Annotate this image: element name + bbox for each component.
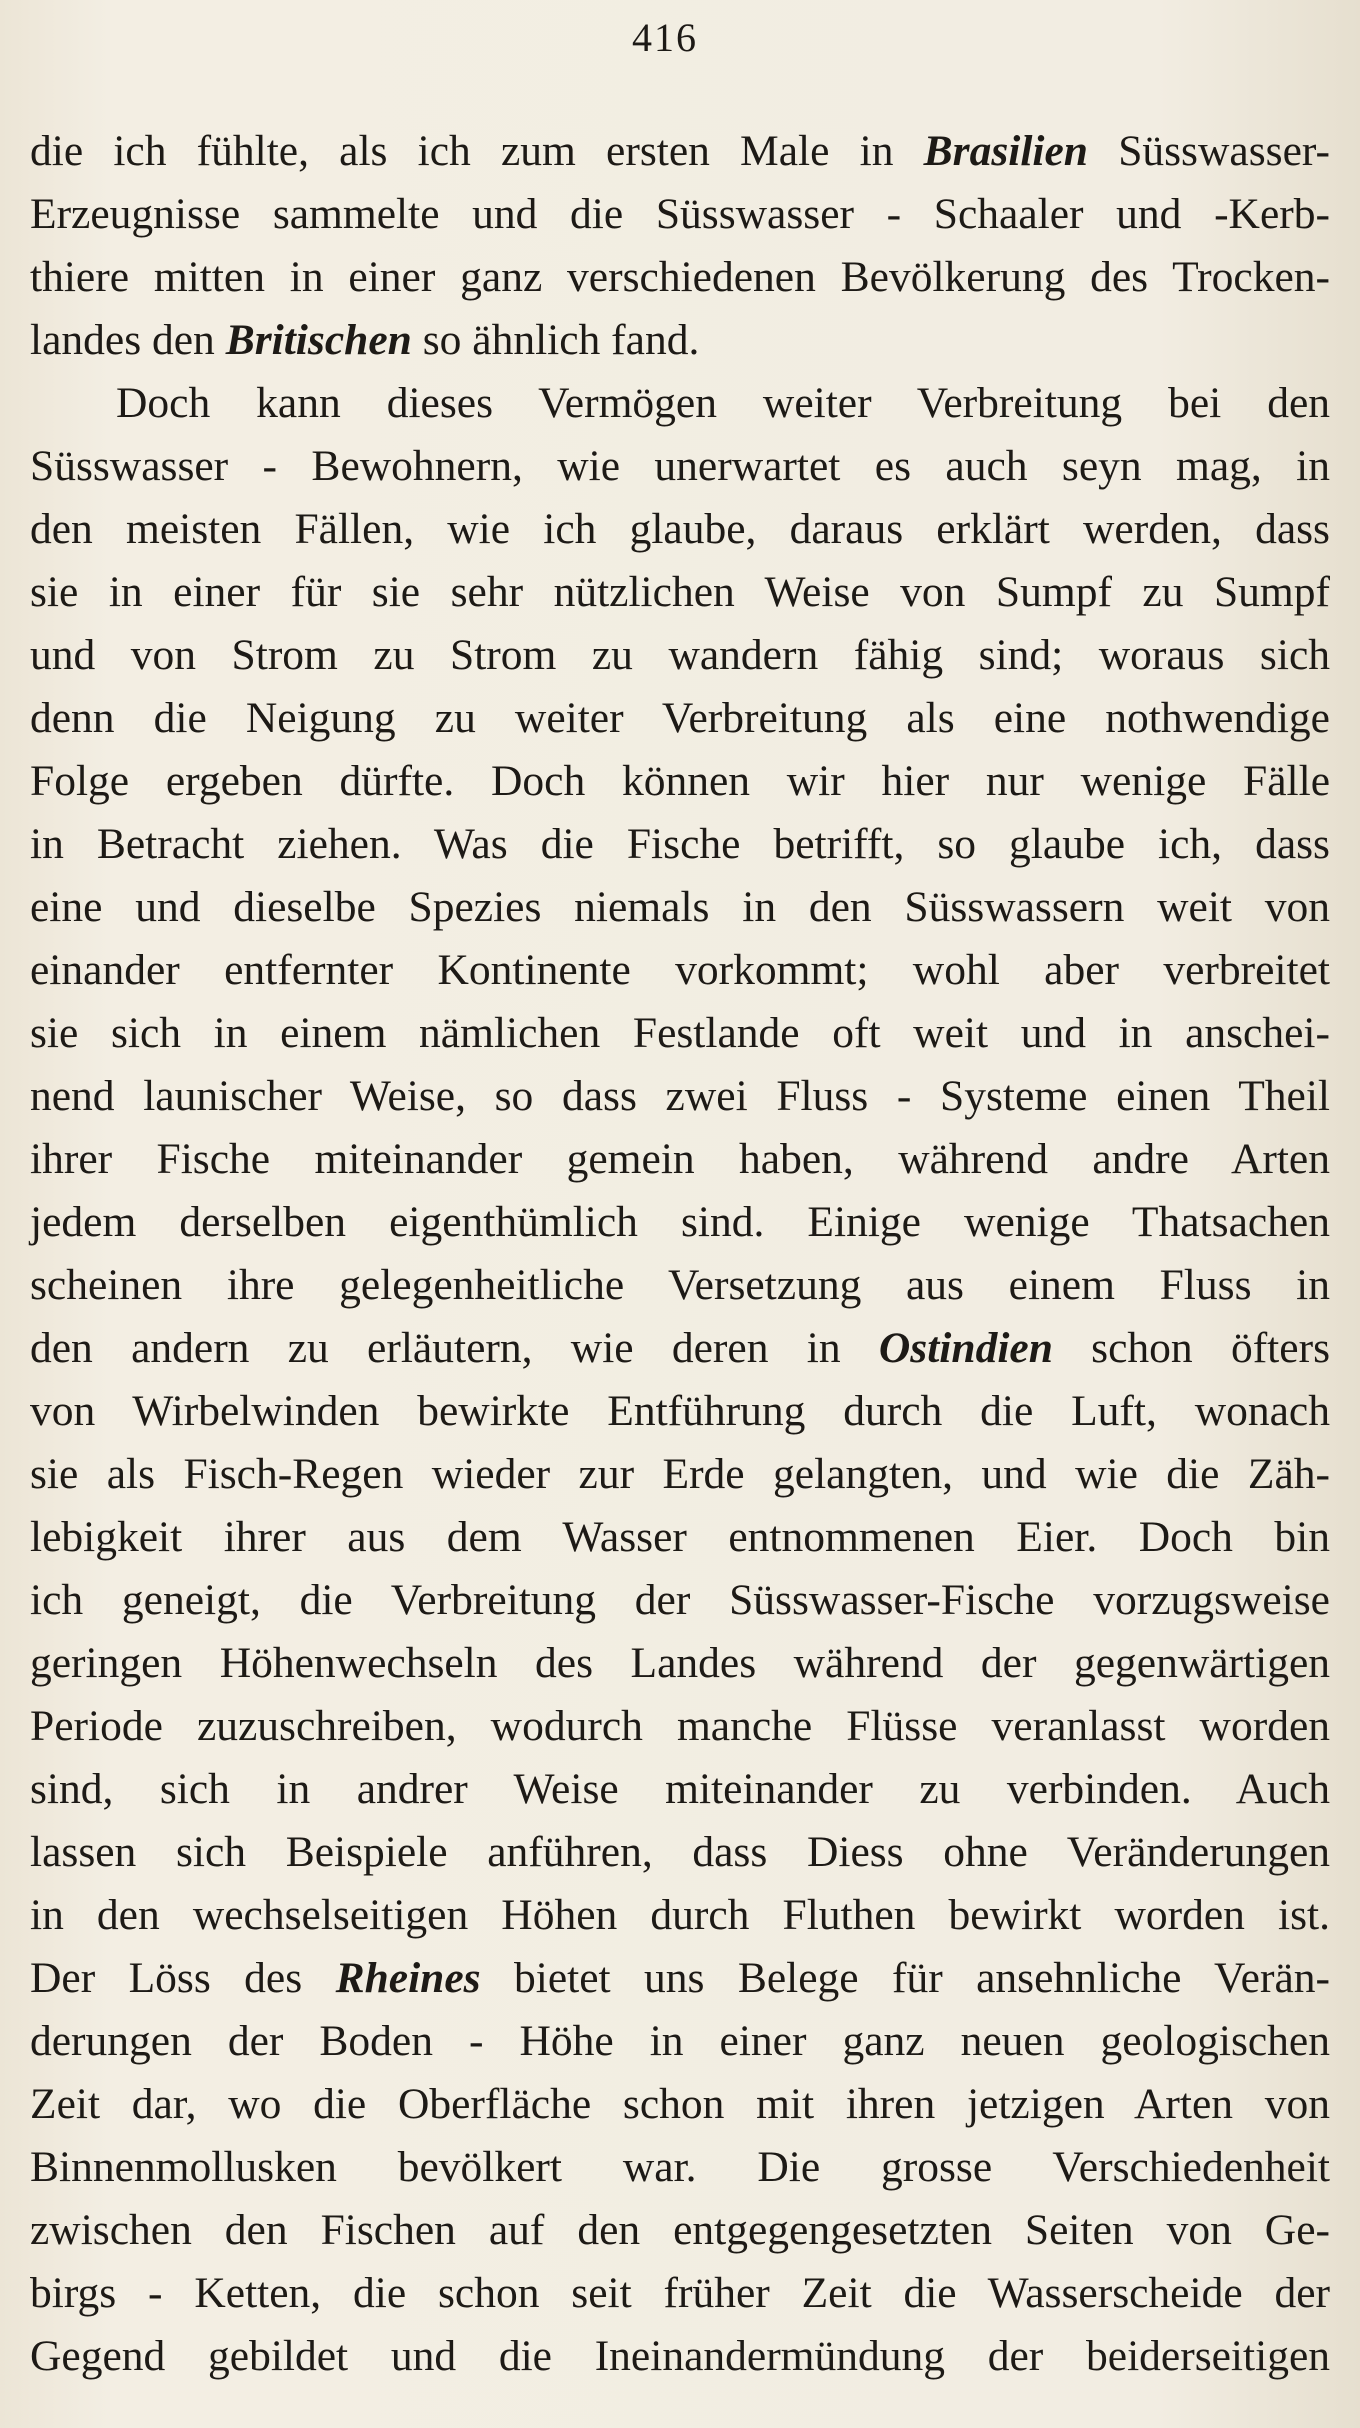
- italic-term: Ostindien: [878, 1324, 1053, 1372]
- text-segment: Gegend gebildet und die Ineinandermündung der beiderseitigen: [30, 2332, 1330, 2380]
- text-line: [30, 939, 1330, 1002]
- text-line: [30, 1506, 1330, 1569]
- text-line: [30, 435, 1330, 498]
- text-line: [30, 2073, 1330, 2136]
- text-line: [30, 1002, 1330, 1065]
- text-segment: scheinen ihre gelegenheitliche Versetzung aus einem Fluss in: [30, 1261, 1330, 1309]
- text-line: [30, 183, 1330, 246]
- text-segment: sie sich in einem nämlichen Festlande oft weit und in anschei-: [30, 1009, 1330, 1057]
- text-line: [30, 1695, 1330, 1758]
- text-line: [30, 1821, 1330, 1884]
- text-segment: den andern zu erläutern, wie deren in: [30, 1324, 879, 1372]
- text-segment: Periode zuzuschreiben, wodurch manche Flüsse veranlasst worden: [30, 1702, 1330, 1750]
- text-segment: nend launischer Weise, so dass zwei Fluss - Systeme einen Theil: [30, 1072, 1330, 1120]
- italic-term: Brasilien: [923, 127, 1089, 175]
- text-segment: eine und dieselbe Spezies niemals in den Süsswassern weit von: [30, 883, 1330, 931]
- text-segment: die ich fühlte, als ich zum ersten Male in: [30, 127, 924, 175]
- text-segment: von Wirbelwinden bewirkte Entführung durch die Luft, wonach: [30, 1387, 1330, 1435]
- text-line: [30, 498, 1330, 561]
- page-number: 416: [632, 15, 698, 60]
- text-segment: lebigkeit ihrer aus dem Wasser entnommenen Eier. Doch bin: [30, 1513, 1330, 1561]
- text-segment: landes den: [30, 316, 226, 364]
- text-segment: und von Strom zu Strom zu wandern fähig sind; woraus sich: [30, 631, 1330, 679]
- text-segment: in Betracht ziehen. Was die Fische betrifft, so glaube ich, dass: [30, 820, 1330, 868]
- text-line: [30, 1317, 1330, 1380]
- text-line: [30, 687, 1330, 750]
- text-line: [30, 1191, 1330, 1254]
- text-line: [30, 2010, 1330, 2073]
- text-line: [30, 1569, 1330, 1632]
- text-line: [30, 876, 1330, 939]
- text-segment: Süsswasser-: [1088, 127, 1330, 175]
- text-line: [30, 2262, 1330, 2325]
- text-segment: thiere mitten in einer ganz verschiedenen Bevölkerung des Trocken-: [30, 253, 1330, 301]
- text-line: [30, 2136, 1330, 2199]
- text-line: [30, 1947, 1330, 2010]
- text-line: [30, 2199, 1330, 2262]
- text-line: [30, 120, 1330, 183]
- italic-term: Britischen: [225, 316, 412, 364]
- text-line: [30, 2325, 1330, 2388]
- text-segment: lassen sich Beispiele anführen, dass Diess ohne Veränderungen: [30, 1828, 1330, 1876]
- text-line: [30, 1758, 1330, 1821]
- text-segment: Süsswasser - Bewohnern, wie unerwartet es auch seyn mag, in: [30, 442, 1330, 490]
- text-line: [30, 750, 1330, 813]
- text-line: [30, 1128, 1330, 1191]
- text-segment: Der Löss des: [30, 1954, 336, 2002]
- text-segment: sie als Fisch-Regen wieder zur Erde gelangten, und wie die Zäh-: [30, 1450, 1330, 1498]
- text-segment: jedem derselben eigenthümlich sind. Einige wenige Thatsachen: [30, 1198, 1330, 1246]
- text-line: [30, 372, 1330, 435]
- text-line: [30, 309, 1330, 372]
- text-segment: den meisten Fällen, wie ich glaube, daraus erklärt werden, dass: [30, 505, 1330, 553]
- text-line: [30, 1380, 1330, 1443]
- text-segment: Folge ergeben dürfte. Doch können wir hier nur wenige Fälle: [30, 757, 1330, 805]
- text-line: [30, 1065, 1330, 1128]
- text-line: [30, 1632, 1330, 1695]
- text-segment: zwischen den Fischen auf den entgegengesetzten Seiten von Ge-: [30, 2206, 1330, 2254]
- text-line: [30, 561, 1330, 624]
- text-segment: bietet uns Belege für ansehnliche Verän-: [480, 1954, 1330, 2002]
- text-line: [30, 246, 1330, 309]
- text-segment: ich geneigt, die Verbreitung der Süsswasser-Fische vorzugsweise: [30, 1576, 1330, 1624]
- text-segment: Doch kann dieses Vermögen weiter Verbreitung bei den: [116, 379, 1330, 427]
- text-segment: schon öfters: [1052, 1324, 1330, 1372]
- text-line: [30, 813, 1330, 876]
- text-segment: Erzeugnisse sammelte und die Süsswasser - Schaaler und -Kerb-: [30, 190, 1330, 238]
- text-segment: einander entfernter Kontinente vorkommt; wohl aber verbreitet: [30, 946, 1330, 994]
- text-segment: so ähnlich fand.: [411, 316, 700, 364]
- text-segment: geringen Höhenwechseln des Landes während der gegenwärtigen: [30, 1639, 1330, 1687]
- text-line: [30, 624, 1330, 687]
- text-segment: sie in einer für sie sehr nützlichen Weise von Sumpf zu Sumpf: [30, 568, 1330, 616]
- text-line: [30, 1254, 1330, 1317]
- text-segment: Binnenmollusken bevölkert war. Die grosse Verschiedenheit: [30, 2143, 1330, 2191]
- text-segment: birgs - Ketten, die schon seit früher Zeit die Wasserscheide der: [30, 2269, 1330, 2317]
- body-text: [30, 120, 1330, 2388]
- text-segment: ihrer Fische miteinander gemein haben, während andre Arten: [30, 1135, 1330, 1183]
- text-segment: in den wechselseitigen Höhen durch Fluthen bewirkt worden ist.: [30, 1891, 1330, 1939]
- italic-term: Rheines: [335, 1954, 481, 2002]
- text-segment: denn die Neigung zu weiter Verbreitung als eine nothwendige: [30, 694, 1330, 742]
- text-segment: derungen der Boden - Höhe in einer ganz neuen geologischen: [30, 2017, 1330, 2065]
- text-segment: Zeit dar, wo die Oberfläche schon mit ihren jetzigen Arten von: [30, 2080, 1330, 2128]
- text-line: [30, 1443, 1330, 1506]
- text-segment: sind, sich in andrer Weise miteinander zu verbinden. Auch: [30, 1765, 1330, 1813]
- text-line: [30, 1884, 1330, 1947]
